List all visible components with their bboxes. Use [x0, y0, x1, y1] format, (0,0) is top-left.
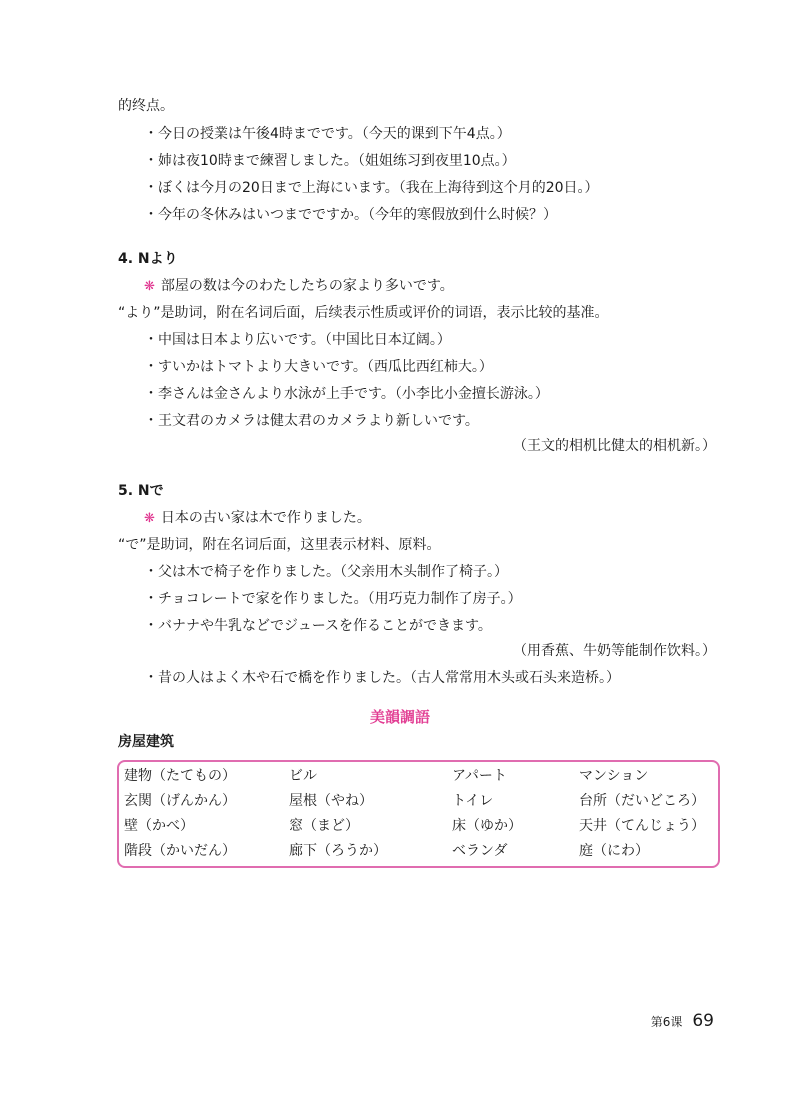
vocab-word: 廊下（ろうか）: [289, 843, 387, 859]
vocab-word: マンション: [579, 768, 649, 784]
section-4-key-sentence-line: [144, 276, 454, 297]
section-5-explanation: “で”是助词，附在名词后面，这里表示材料、原料。: [118, 537, 441, 553]
flower-bullet-icon: ❋: [144, 511, 155, 526]
section-4-example-4: ・王文君のカメラは健太君のカメラより新しいです。: [144, 413, 479, 429]
section-5-example-1: ・父は木で椅子を作りました。（父亲用木头制作了椅子。）: [144, 564, 508, 580]
example-made-3: ・ぼくは今月の20日まで上海にいます。（我在上海待到这个月的20日。）: [144, 180, 599, 196]
vocab-word: ベランダ: [452, 843, 508, 859]
vocab-word: 床（ゆか）: [452, 818, 522, 834]
example-made-2: ・姉は夜10時まで練習しました。（姐姐练习到夜里10点。）: [144, 153, 516, 169]
vocab-word: 階段（かいだん）: [124, 843, 236, 859]
section-4-example-3: ・李さんは金さんより水泳が上手です。（小李比小金擅长游泳。）: [144, 386, 549, 402]
page-footer: [651, 1011, 714, 1031]
lesson-label: 第6课: [650, 1015, 683, 1029]
vocab-word: ビル: [289, 768, 317, 784]
section-5-key-sentence-line: [144, 508, 371, 529]
vocab-box: [117, 760, 720, 868]
section-5-example-3: ・バナナや牛乳などでジュースを作ることができます。: [144, 618, 492, 634]
section-5-example-2: ・チョコレートで家を作りました。（用巧克力制作了房子。）: [144, 591, 522, 607]
vocab-word: 玄関（げんかん）: [124, 793, 236, 809]
flower-bullet-icon: ❋: [144, 279, 155, 294]
vocab-word: 壁（かべ）: [124, 818, 194, 834]
section-4-example-1: ・中国は日本より広いです。（中国比日本辽阔。）: [144, 332, 451, 348]
intro-text: 的终点。: [118, 98, 174, 114]
page-number: 69: [692, 1011, 714, 1031]
vocab-word: アパート: [452, 768, 507, 784]
section-4-heading: 4. Nより: [118, 251, 178, 267]
example-made-1: ・今日の授業は午後4時までです。（今天的课到下午4点。）: [144, 126, 511, 142]
section-5-key-sentence: 日本の古い家は木で作りました。: [160, 510, 371, 526]
section-4-example-2: ・すいかはトマトより大きいです。（西瓜比西红柿大。）: [144, 359, 493, 375]
vocab-word: 庭（にわ）: [579, 843, 649, 859]
example-made-4: ・今年の冬休みはいつまでですか。（今年的寒假放到什么时候？）: [144, 207, 557, 223]
vocab-subtitle: 房屋建筑: [118, 734, 174, 750]
section-5-example-3-translation: （用香蕉、牛奶等能制作饮料。）: [513, 643, 716, 659]
vocab-word: トイレ: [452, 793, 494, 809]
vocab-word: 窓（まど）: [289, 818, 359, 834]
section-5-heading: 5. Nで: [118, 483, 164, 499]
section-4-example-4-translation: （王文的相机比健太的相机新。）: [513, 438, 716, 454]
vocab-word: 建物（たてもの）: [124, 768, 236, 784]
section-4-key-sentence: 部屋の数は今のわたしたちの家より多いです。: [160, 278, 454, 294]
vocab-word: 天井（てんじょう）: [579, 818, 705, 834]
vocab-word: 屋根（やね）: [289, 793, 373, 809]
section-4-explanation: “より”是助词，附在名词后面，后续表示性质或评价的词语，表示比较的基准。: [118, 305, 609, 321]
section-5-example-4: ・昔の人はよく木や石で橋を作りました。（古人常常用木头或石头来造桥。）: [144, 670, 620, 686]
vocab-section-title: 美韻調語: [369, 708, 430, 726]
vocab-word: 台所（だいどころ）: [579, 793, 705, 809]
